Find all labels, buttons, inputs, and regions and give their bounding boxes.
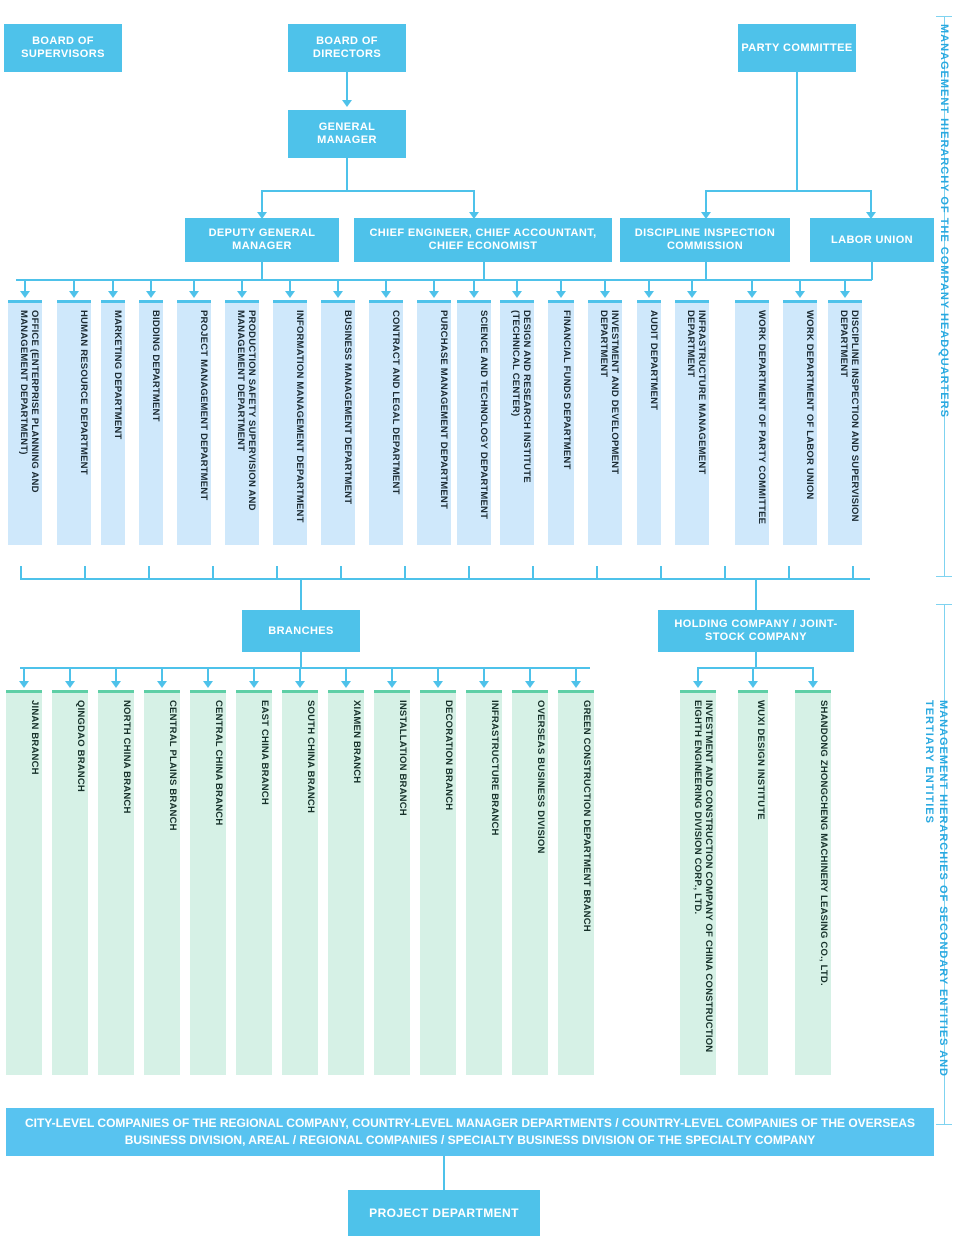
connector-branch-6 [299, 667, 301, 681]
department-column[interactable] [273, 300, 307, 545]
connector-branch-8 [391, 667, 393, 681]
holding-column[interactable] [680, 690, 716, 1075]
holding-label: WUXI DESIGN INSTITUTE [755, 700, 766, 820]
branch-label: EAST CHINA BRANCH [259, 700, 270, 805]
connector-holding-1 [752, 667, 754, 681]
node-discipline-inspection-commission[interactable]: DISCIPLINE INSPECTION COMMISSION [620, 218, 790, 262]
arrow-branch-5 [249, 681, 259, 688]
arrow-dept-11 [512, 291, 522, 298]
branch-label: INSTALLATION BRANCH [397, 700, 408, 816]
arrow-branch-11 [525, 681, 535, 688]
department-column[interactable] [369, 300, 403, 545]
department-column[interactable] [321, 300, 355, 545]
department-label: DISCIPLINE INSPECTION AND SUPERVISION DEPARTMENT [838, 310, 860, 522]
connector-branch-5 [253, 667, 255, 681]
arrow-branch-4 [203, 681, 213, 688]
holding-label: INVESTMENT AND CONSTRUCTION COMPANY OF CHINA CONSTRUCTION EIGHTH ENGINEERING DIVISION CORP., LTD. [692, 700, 714, 1053]
arrow-dept-1 [69, 291, 79, 298]
connector-dept-1 [73, 279, 75, 291]
department-column[interactable] [783, 300, 817, 545]
department-column[interactable] [735, 300, 769, 545]
arrow-dept-10 [469, 291, 479, 298]
branch-column[interactable] [374, 690, 410, 1075]
department-column[interactable] [101, 300, 125, 545]
branch-column[interactable] [420, 690, 456, 1075]
node-party-committee[interactable]: PARTY COMMITTEE [738, 24, 856, 72]
arrow-dept-3 [146, 291, 156, 298]
bus-level2-right [705, 190, 871, 192]
rail-label-headquarters: MANAGEMENT HIERARCHY OF THE COMPANY HEADQUARTERS [938, 24, 950, 418]
department-label: INFORMATION MANAGEMENT DEPARTMENT [294, 310, 305, 523]
comb-tick [852, 566, 854, 578]
rail-tick [936, 576, 952, 577]
connector-dept-6 [289, 279, 291, 291]
branch-label: QINGDAO BRANCH [75, 700, 86, 792]
department-column[interactable] [8, 300, 42, 545]
arrow-dept-2 [108, 291, 118, 298]
rail-label-secondary: MANAGEMENT HIERARCHIES OF SECONDARY ENTITIES AND TERTIARY ENTITIES [923, 700, 949, 1078]
connector-dept-9 [433, 279, 435, 291]
node-chief-officers[interactable]: CHIEF ENGINEER, CHIEF ACCOUNTANT, CHIEF ECONOMIST [354, 218, 612, 262]
comb-tick [468, 566, 470, 578]
arrow-dept-0 [20, 291, 30, 298]
department-label: OFFICE (ENTERPRISE PLANNING AND MANAGEMENT DEPARTMENT) [18, 310, 40, 493]
comb-tick [404, 566, 406, 578]
connector-branch-4 [207, 667, 209, 681]
arrow-dept-14 [644, 291, 654, 298]
arrow-branch-6 [295, 681, 305, 688]
branch-label: XIAMEN BRANCH [351, 700, 362, 784]
connector-dic-down [705, 262, 707, 280]
arrow-branch-12 [571, 681, 581, 688]
comb-tick [276, 566, 278, 578]
node-deputy-general-manager[interactable]: DEPUTY GENERAL MANAGER [185, 218, 339, 262]
connector-branch-12 [575, 667, 577, 681]
department-column[interactable] [548, 300, 574, 545]
connector-branch-2 [115, 667, 117, 681]
connector-dept-10 [473, 279, 475, 291]
branch-column[interactable] [282, 690, 318, 1075]
department-label: BUSINESS MANAGEMENT DEPARTMENT [342, 310, 353, 505]
connector-level2-union [870, 190, 872, 214]
department-column[interactable] [500, 300, 534, 545]
connector-deputy-down [261, 262, 263, 280]
connector-dept-4 [193, 279, 195, 291]
branch-column[interactable] [236, 690, 272, 1075]
connector-level2-deputy [261, 190, 263, 214]
arrow-dept-13 [600, 291, 610, 298]
bus-level2-left [262, 190, 474, 192]
arrow-dept-18 [840, 291, 850, 298]
connector-holding-2 [812, 667, 814, 681]
comb-tick [20, 566, 22, 578]
branch-label: NORTH CHINA BRANCH [121, 700, 132, 814]
comb-tick [724, 566, 726, 578]
arrow-bod-gm [342, 100, 352, 107]
connector-party-down [796, 72, 798, 190]
connector-dept-7 [337, 279, 339, 291]
arrow-branch-0 [19, 681, 29, 688]
holding-label: SHANDONG ZHONGCHENG MACHINERY LEASING CO., LTD. [818, 700, 829, 986]
arrow-branch-8 [387, 681, 397, 688]
connector-dept-12 [560, 279, 562, 291]
department-column[interactable] [457, 300, 491, 545]
department-column[interactable] [225, 300, 259, 545]
department-column[interactable] [177, 300, 211, 545]
arrow-branch-2 [111, 681, 121, 688]
connector-branch-10 [483, 667, 485, 681]
connector-holding-down [755, 652, 757, 668]
connector-branch-1 [69, 667, 71, 681]
comb-tick [212, 566, 214, 578]
connector-dept-11 [516, 279, 518, 291]
connector-dept-0 [24, 279, 26, 291]
arrow-dept-5 [237, 291, 247, 298]
holding-column[interactable] [738, 690, 768, 1075]
connector-banner-project [443, 1156, 445, 1190]
node-labor-union[interactable]: LABOR UNION [810, 218, 934, 262]
arrow-dept-16 [747, 291, 757, 298]
comb-tick [596, 566, 598, 578]
branch-label: GREEN CONSTRUCTION DEPARTMENT BRANCH [581, 700, 592, 932]
department-label: INFRASTRUCTURE MANAGEMENT DEPARTMENT [685, 310, 707, 475]
bus-comb [20, 578, 870, 580]
node-general-manager[interactable]: GENERAL MANAGER [288, 110, 406, 158]
connector-dept-14 [648, 279, 650, 291]
bus-holding [697, 667, 813, 669]
branch-column[interactable] [190, 690, 226, 1075]
connector-comb-branches [300, 578, 302, 610]
department-label: MARKETING DEPARTMENT [112, 310, 123, 440]
branch-label: CENTRAL CHINA BRANCH [213, 700, 224, 826]
connector-dept-2 [112, 279, 114, 291]
arrow-dept-12 [556, 291, 566, 298]
department-column[interactable] [588, 300, 622, 545]
banner-city-level-companies[interactable]: CITY-LEVEL COMPANIES OF THE REGIONAL COMPANY, COUNTRY-LEVEL MANAGER DEPARTMENTS / COUNTRY-LEVEL COMPANIES OF THE OVERSEAS BUSINESS DIVISION, AREAL / REGIONAL COMPANIES / SPECIALTY BUSINESS DIVISION OF THE SPECIALTY COMPANY [6, 1108, 934, 1156]
comb-tick [148, 566, 150, 578]
holding-column[interactable] [795, 690, 831, 1075]
connector-chief-down [483, 262, 485, 280]
rail-tick [936, 1124, 952, 1125]
branch-column[interactable] [558, 690, 594, 1075]
department-column[interactable] [637, 300, 661, 545]
connector-dept-13 [604, 279, 606, 291]
branch-column[interactable] [512, 690, 548, 1075]
connector-dept-15 [691, 279, 693, 291]
connector-branch-11 [529, 667, 531, 681]
department-label: WORK DEPARTMENT OF PARTY COMMITTEE [756, 310, 767, 525]
arrow-dept-17 [795, 291, 805, 298]
connector-comb-holding [755, 578, 757, 610]
connector-branches-down [300, 652, 302, 668]
connector-dept-17 [799, 279, 801, 291]
node-board-of-directors[interactable]: BOARD OF DIRECTORS [288, 24, 406, 72]
department-label: CONTRACT AND LEGAL DEPARTMENT [390, 310, 401, 495]
department-column[interactable] [57, 300, 91, 545]
comb-tick [660, 566, 662, 578]
comb-tick [788, 566, 790, 578]
branch-label: OVERSEAS BUSINESS DIVISION [535, 700, 546, 854]
arrow-dept-9 [429, 291, 439, 298]
branch-label: JINAN BRANCH [29, 700, 40, 775]
department-column[interactable] [675, 300, 709, 545]
connector-branch-0 [23, 667, 25, 681]
connector-branch-9 [437, 667, 439, 681]
arrow-holding-0 [693, 681, 703, 688]
connector-union-down [871, 262, 873, 280]
department-column[interactable] [417, 300, 451, 545]
department-label: PRODUCTION SAFETY SUPERVISION AND MANAGEMENT DEPARTMENT [235, 310, 257, 511]
branch-column[interactable] [144, 690, 180, 1075]
node-board-of-supervisors[interactable]: BOARD OF SUPERVISORS [4, 24, 122, 72]
branch-label: CENTRAL PLAINS BRANCH [167, 700, 178, 831]
department-label: PROJECT MANAGEMENT DEPARTMENT [198, 310, 209, 501]
arrow-dept-8 [381, 291, 391, 298]
department-column[interactable] [139, 300, 163, 545]
branch-column[interactable] [328, 690, 364, 1075]
arrow-branch-9 [433, 681, 443, 688]
arrow-holding-2 [808, 681, 818, 688]
department-label: SCIENCE AND TECHNOLOGY DEPARTMENT [478, 310, 489, 520]
arrow-branch-10 [479, 681, 489, 688]
arrow-dept-6 [285, 291, 295, 298]
node-holding-company[interactable]: HOLDING COMPANY / JOINT-STOCK COMPANY [658, 610, 854, 652]
department-label: HUMAN RESOURCE DEPARTMENT [78, 310, 89, 475]
connector-branch-3 [161, 667, 163, 681]
branch-label: DECORATION BRANCH [443, 700, 454, 811]
arrow-dept-15 [687, 291, 697, 298]
branch-column[interactable] [52, 690, 88, 1075]
connector-bod-gm [346, 72, 348, 102]
arrow-dept-4 [189, 291, 199, 298]
connector-gm-down [346, 158, 348, 190]
arrow-branch-7 [341, 681, 351, 688]
arrow-branch-1 [65, 681, 75, 688]
branch-column[interactable] [6, 690, 42, 1075]
department-label: WORK DEPARTMENT OF LABOR UNION [804, 310, 815, 500]
connector-branch-7 [345, 667, 347, 681]
department-label: FINANCIAL FUNDS DEPARTMENT [561, 310, 572, 470]
bus-branches [20, 667, 590, 669]
department-label: INVESTMENT AND DEVELOPMENT DEPARTMENT [598, 310, 620, 475]
department-label: BIDDING DEPARTMENT [150, 310, 161, 422]
department-label: DESIGN AND RESEARCH INSTITUTE (TECHNICAL CENTER) [510, 310, 532, 483]
connector-dept-3 [150, 279, 152, 291]
connector-dept-8 [385, 279, 387, 291]
node-project-department[interactable]: PROJECT DEPARTMENT [348, 1190, 540, 1236]
department-column[interactable] [828, 300, 862, 545]
arrow-holding-1 [748, 681, 758, 688]
branch-label: SOUTH CHINA BRANCH [305, 700, 316, 814]
connector-level2-dic [705, 190, 707, 214]
connector-level2-chief [473, 190, 475, 214]
comb-tick [532, 566, 534, 578]
connector-dept-5 [241, 279, 243, 291]
connector-dept-18 [844, 279, 846, 291]
bus-departments [16, 279, 872, 281]
branch-column[interactable] [466, 690, 502, 1075]
department-label: PURCHASE MANAGEMENT DEPARTMENT [438, 310, 449, 509]
arrow-dept-7 [333, 291, 343, 298]
department-label: AUDIT DEPARTMENT [648, 310, 659, 411]
comb-tick [84, 566, 86, 578]
branch-label: INFRASTRUCTURE BRANCH [489, 700, 500, 836]
rail-tick [936, 16, 952, 17]
node-branches[interactable]: BRANCHES [242, 610, 360, 652]
arrow-branch-3 [157, 681, 167, 688]
rail-tick [936, 604, 952, 605]
connector-dept-16 [751, 279, 753, 291]
connector-holding-0 [697, 667, 699, 681]
comb-tick [340, 566, 342, 578]
branch-column[interactable] [98, 690, 134, 1075]
